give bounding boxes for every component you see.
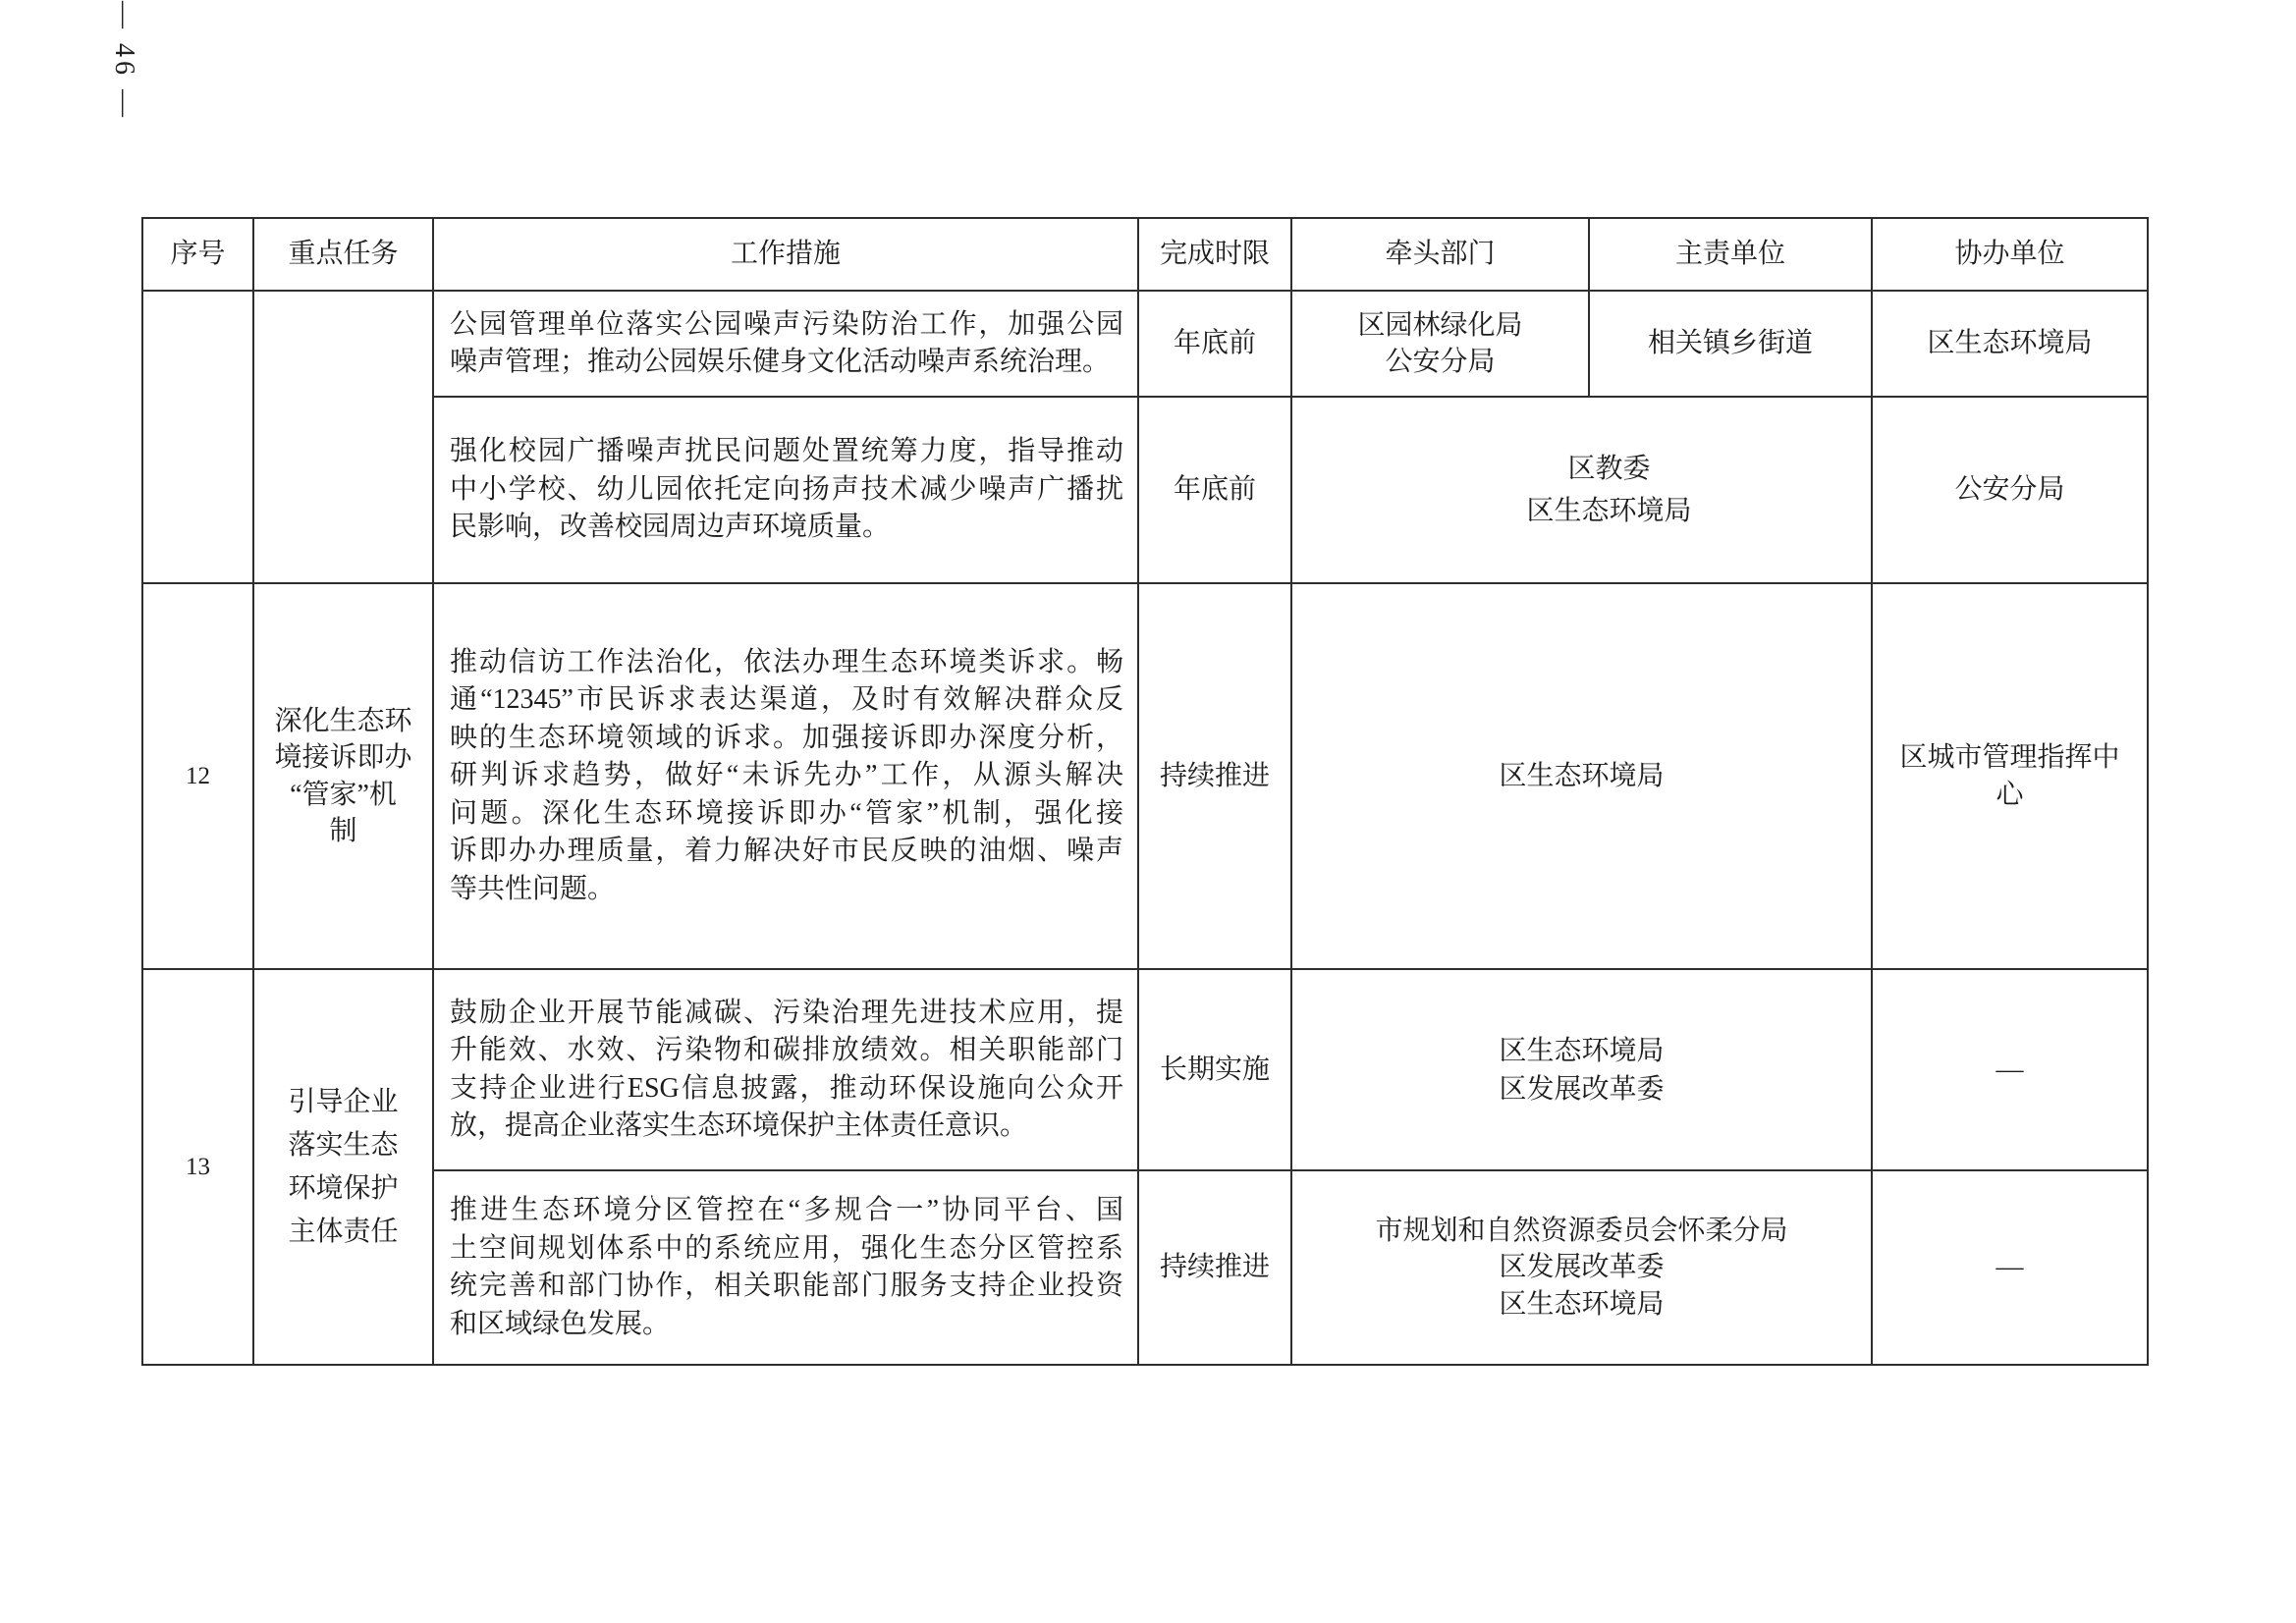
measure-line: 支持企业进行ESG信息披露，推动环保设施向公众开	[450, 1072, 1123, 1104]
measure-line: 公园管理单位落实公园噪声污染防治工作，加强公园	[450, 308, 1123, 340]
measure-line: 推动信访工作法治化，依法办理生态环境类诉求。畅	[450, 646, 1123, 677]
deadline-cell: 持续推进	[1139, 1171, 1292, 1366]
measure-line: 等共性问题。	[450, 873, 616, 904]
assist-line: 心	[1995, 779, 2024, 810]
lead-line: 公安分局	[1385, 347, 1496, 377]
measure-line: 研判诉求趋势，做好“未诉先办”工作，从源头解决	[450, 760, 1123, 791]
lead-line: 区生态环境局	[1499, 760, 1665, 791]
lead-cell	[1292, 292, 1590, 398]
measures-cell	[434, 1171, 1139, 1366]
lead-line: 区生态环境局	[1499, 1035, 1665, 1066]
measure-line: 问题。深化生态环境接诉即办“管家”机制，强化接	[450, 797, 1123, 829]
assist-cell: —	[1873, 970, 2149, 1171]
seq-cell: 12	[143, 584, 254, 970]
page-number: — 46 —	[109, 1, 139, 121]
header-deadline: 完成时限	[1139, 219, 1292, 292]
header-task: 重点任务	[254, 219, 434, 292]
measure-line: 中小学校、幼儿园依托定向扬声技术减少噪声广播扰	[450, 473, 1123, 505]
deadline-cell: 长期实施	[1139, 970, 1292, 1171]
task-cell	[254, 584, 434, 970]
measures-cell	[434, 970, 1139, 1171]
measure-line: 推进生态环境分区管控在“多规合一”协同平台、国	[450, 1195, 1123, 1225]
deadline-cell: 持续推进	[1139, 584, 1292, 970]
assist-cell: 区生态环境局	[1873, 292, 2149, 398]
task-line: “管家”机	[290, 779, 397, 810]
header-lead: 牵头部门	[1292, 219, 1590, 292]
measure-line: 噪声管理；推动公园娱乐健身文化活动噪声系统治理。	[450, 347, 1111, 377]
measure-line: 和区域绿色发展。	[450, 1308, 671, 1339]
deadline-cell: 年底前	[1139, 398, 1292, 584]
header-main: 主责单位	[1590, 219, 1873, 292]
task-line: 境接诉即办	[274, 742, 412, 773]
lead-main-cell	[1292, 1171, 1873, 1366]
task-line: 引导企业	[288, 1086, 399, 1117]
lead-line: 区园林绿化局	[1357, 309, 1523, 341]
lead-line: 区发展改革委	[1499, 1252, 1665, 1283]
measure-line: 映的生态环境领域的诉求。加强接诉即办深度分析，	[450, 722, 1123, 753]
lead-line: 市规划和自然资源委员会怀柔分局	[1375, 1215, 1788, 1246]
task-line: 环境保护	[288, 1172, 399, 1204]
lead-line: 区生态环境局	[1499, 1288, 1665, 1320]
task-cell-empty	[254, 292, 434, 584]
seq-cell: 13	[143, 970, 254, 1366]
seq-cell-empty	[143, 292, 254, 584]
task-table	[141, 217, 2149, 1366]
measure-line: 土空间规划体系中的系统应用，强化生态分区管控系	[450, 1232, 1123, 1264]
task-cell	[254, 970, 434, 1366]
measure-line: 放，提高企业落实生态环境保护主体责任意识。	[450, 1110, 1028, 1141]
measures-cell	[434, 292, 1139, 398]
measure-line: 统完善和部门协作，相关职能部门服务支持企业投资	[450, 1271, 1123, 1301]
assist-cell: 公安分局	[1873, 398, 2149, 584]
header-seq: 序号	[143, 219, 254, 292]
measure-line: 通“12345”市民诉求表达渠道，及时有效解决群众反	[450, 684, 1123, 716]
deadline-cell: 年底前	[1139, 292, 1292, 398]
assist-cell	[1873, 584, 2149, 970]
lead-line: 区发展改革委	[1499, 1073, 1665, 1105]
lead-line: 区教委	[1567, 453, 1651, 484]
assist-cell: —	[1873, 1171, 2149, 1366]
measures-cell	[434, 584, 1139, 970]
measures-cell	[434, 398, 1139, 584]
task-line: 制	[329, 816, 357, 846]
task-line: 落实生态	[288, 1129, 399, 1161]
measure-line: 强化校园广播噪声扰民问题处置统筹力度，指导推动	[450, 436, 1123, 467]
measure-line: 升能效、水效、污染物和碳排放绩效。相关职能部门	[450, 1035, 1123, 1065]
measure-line: 鼓励企业开展节能减碳、污染治理先进技术应用，提	[450, 997, 1123, 1028]
lead-line: 区生态环境局	[1526, 496, 1692, 526]
lead-main-cell	[1292, 584, 1873, 970]
lead-main-cell	[1292, 970, 1873, 1171]
measure-line: 民影响，改善校园周边声环境质量。	[450, 512, 891, 543]
header-measures: 工作措施	[434, 219, 1139, 292]
assist-line: 区城市管理指挥中	[1899, 742, 2120, 773]
task-line: 深化生态环	[274, 705, 412, 736]
task-line: 主体责任	[288, 1216, 399, 1247]
main-cell: 相关镇乡街道	[1590, 292, 1873, 398]
measure-line: 诉即办办理质量，着力解决好市民反映的油烟、噪声	[450, 836, 1123, 867]
lead-main-cell	[1292, 398, 1873, 584]
header-assist: 协办单位	[1873, 219, 2149, 292]
